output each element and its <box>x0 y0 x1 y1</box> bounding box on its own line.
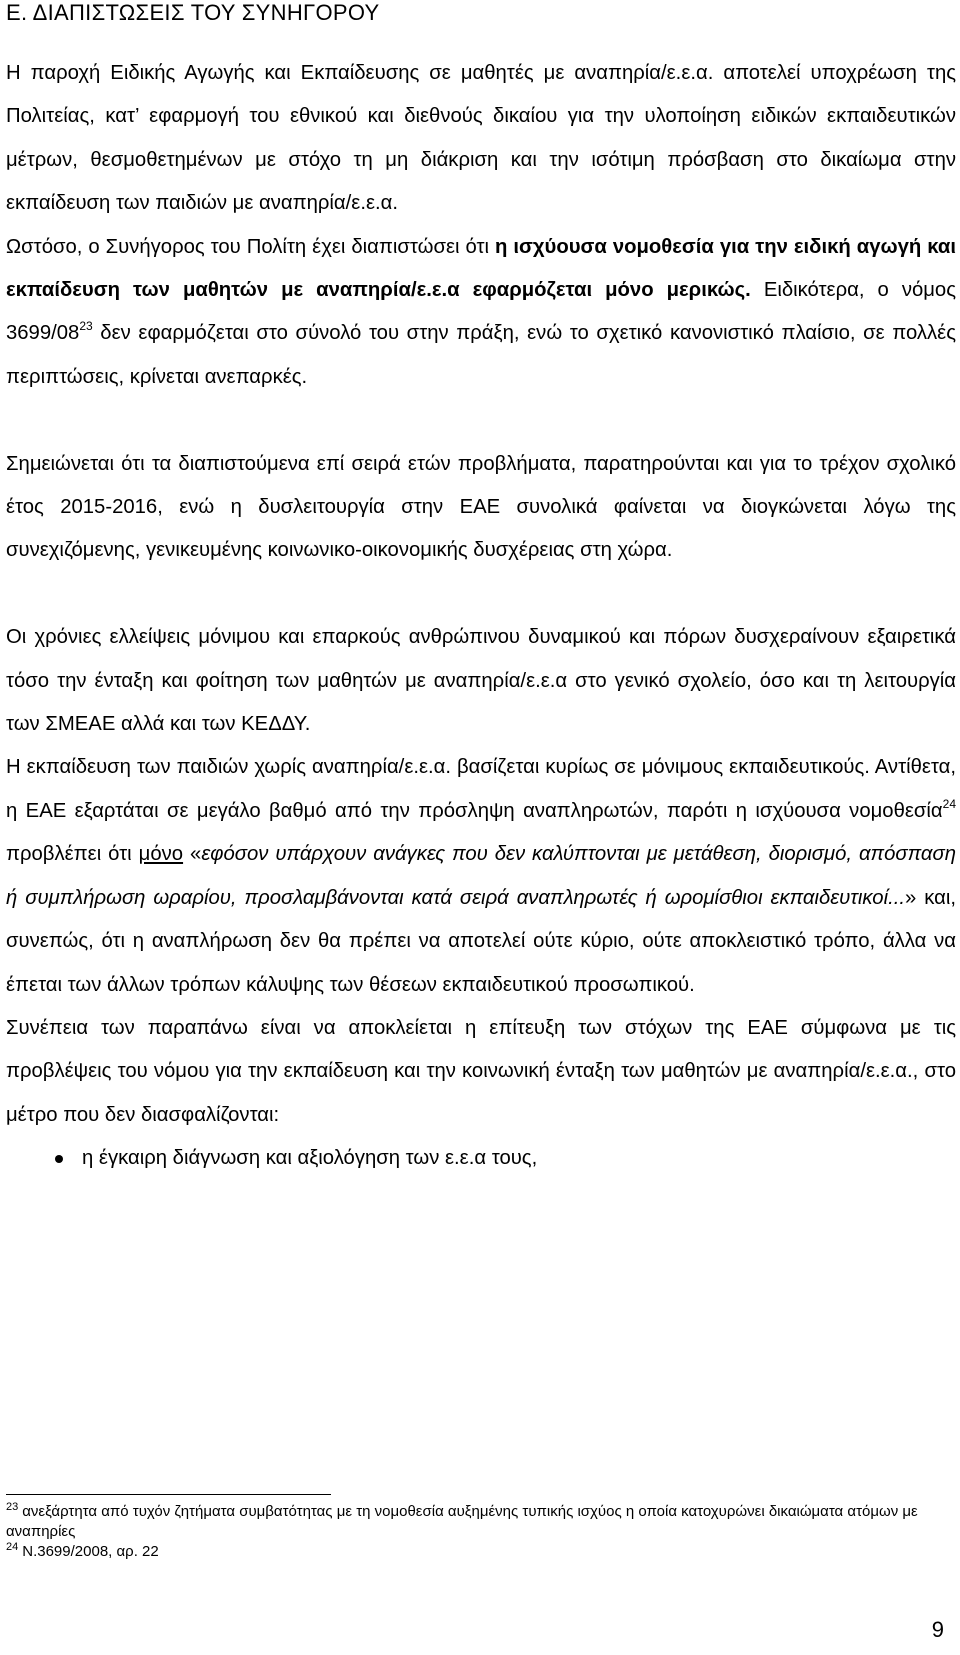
section-heading: Ε. ΔΙΑΠΙΣΤΩΣΕΙΣ ΤΟΥ ΣΥΝΗΓΟΡΟΥ <box>6 0 380 25</box>
bold-finding: η ισχύουσα νομοθεσία για την ειδική αγωγή και εκπαίδευση των μαθητών με αναπηρία/ε.ε.α εφαρμόζεται μόνο μερικώς. <box>6 235 956 302</box>
bullet-icon <box>55 1155 63 1163</box>
footnote-23: $^{23}$ ανεξάρτητα από τυχόν ζητήματα συμβατότητας με τη νομοθεσία αυξημένης τυπικής ισχύος η οποία κατοχυρώνει δικαιώματα ατόμων με αναπηρίες <box>6 1501 918 1540</box>
paragraph-2: Ωστόσο, ο Συνήγορος του Πολίτη έχει διαπιστώσει ότι η ισχύουσα νομοθεσία για την ειδική αγωγή και εκπαίδευση των μαθητών με αναπηρία/ε.ε.α εφαρμόζεται μόνο μερικώς. Ειδικότερα, ο νόμος $3699/08^{23}$ δεν εφαρμόζεται στο σύνολό του στην πράξη, ενώ το σχετικό κανονιστικό πλαίσιο, σε πολλές περιπτώσεις, κρίνεται ανεπαρκές. <box>6 235 956 388</box>
bullet-list <box>6 1137 956 1180</box>
paragraph-6: Συνέπεια των παραπάνω είναι να αποκλείεται η επίτευξη των στόχων της ΕΑΕ σύμφωνα με τις προβλέψεις του νόμου για την εκπαίδευση και την κοινωνική ένταξη των μαθητών με αναπηρία/ε.ε.α., στο μέτρο που δεν διασφαλίζονται: <box>6 1016 956 1126</box>
footnote-ref-23[interactable]: 23 <box>79 319 93 334</box>
paragraph-1: Η παροχή Ειδικής Αγωγής και Εκπαίδευσης σε μαθητές με αναπηρία/ε.ε.α. αποτελεί υποχρέωση της Πολιτείας, κατ’ εφαρμογή του εθνικού και διεθνούς δικαίου για την υλοποίηση ειδικών εκπαιδευτικών μέτρων, θεσμοθετημένων με στόχο τη μη διάκριση και την ισότιμη πρόσβαση στο δικαίωμα στην εκπαίδευση των παιδιών με αναπηρία/ε.ε.α. <box>6 62 956 215</box>
list-item: η έγκαιρη διάγνωση και αξιολόγηση των ε.ε.α τους, <box>6 1137 956 1180</box>
quoted-law-text: εφόσον υπάρχουν ανάγκες που δεν καλύπτονται με μετάθεση, διορισμό, απόσπαση ή συμπλήρωση ωραρίου, προσλαμβάνονται κατά σειρά αναπληρωτές ή ωρομίσθιοι εκπαιδευτικοί... <box>6 843 956 909</box>
footnotes <box>6 1502 956 1562</box>
paragraph-5: Η εκπαίδευση των παιδιών χωρίς αναπηρία/ε.ε.α. βασίζεται κυρίως σε μόνιμους εκπαιδευτικούς. Αντίθετα, η ΕΑΕ εξαρτάται σε μεγάλο βαθμό από την πρόσληψη αναπληρωτών, παρότι η ισχύουσα νομοθεσία$^{24}$ προβλέπει ότι μόνο «εφόσον υπάρχουν ανάγκες που δεν καλύπτονται με μετάθεση, διορισμό, απόσπαση ή συμπλήρωση ωραρίου, προσλαμβάνονται κατά σειρά αναπληρωτές ή ωρομίσθιοι εκπαιδευτικοί...» και, συνεπώς, ότι η αναπλήρωση δεν θα πρέπει να αποτελεί ούτε κύριο, ούτε αποκλειστικό τρόπο, άλλα να έπεται των άλλων τρόπων κάλυψης των θέσεων εκπαιδευτικού προσωπικού. <box>6 756 956 996</box>
footnote-ref-24[interactable]: 24 <box>942 796 956 811</box>
footnote-24: $^{24}$ Ν.3699/2008, αρ. 22 <box>6 1541 159 1560</box>
footnote-divider <box>6 1494 331 1495</box>
paragraph-4: Οι χρόνιες ελλείψεις μόνιμου και επαρκούς ανθρώπινου δυναμικού και πόρων δυσχεραίνουν εξαιρετικά τόσο την ένταξη και φοίτηση των μαθητών με αναπηρία/ε.ε.α στο γενικό σχολείο, όσο και τη λειτουργία των ΣΜΕΑΕ αλλά και των ΚΕΔΔΥ. <box>6 626 956 736</box>
underlined-word: μόνο <box>138 843 184 866</box>
body-text <box>6 52 956 1181</box>
paragraph-3: Σημειώνεται ότι τα διαπιστούμενα επί σειρά ετών προβλήματα, παρατηρούνται και για το τρέχον σχολικό έτος 2015-2016, ενώ η δυσλειτουργία στην ΕΑΕ συνολικά φαίνεται να διογκώνεται λόγω της συνεχιζόμενης, γενικευμένης κοινωνικο-οικονομικής δυσχέρειας στη χώρα. <box>6 452 956 562</box>
page-number: 9 <box>931 1617 944 1642</box>
